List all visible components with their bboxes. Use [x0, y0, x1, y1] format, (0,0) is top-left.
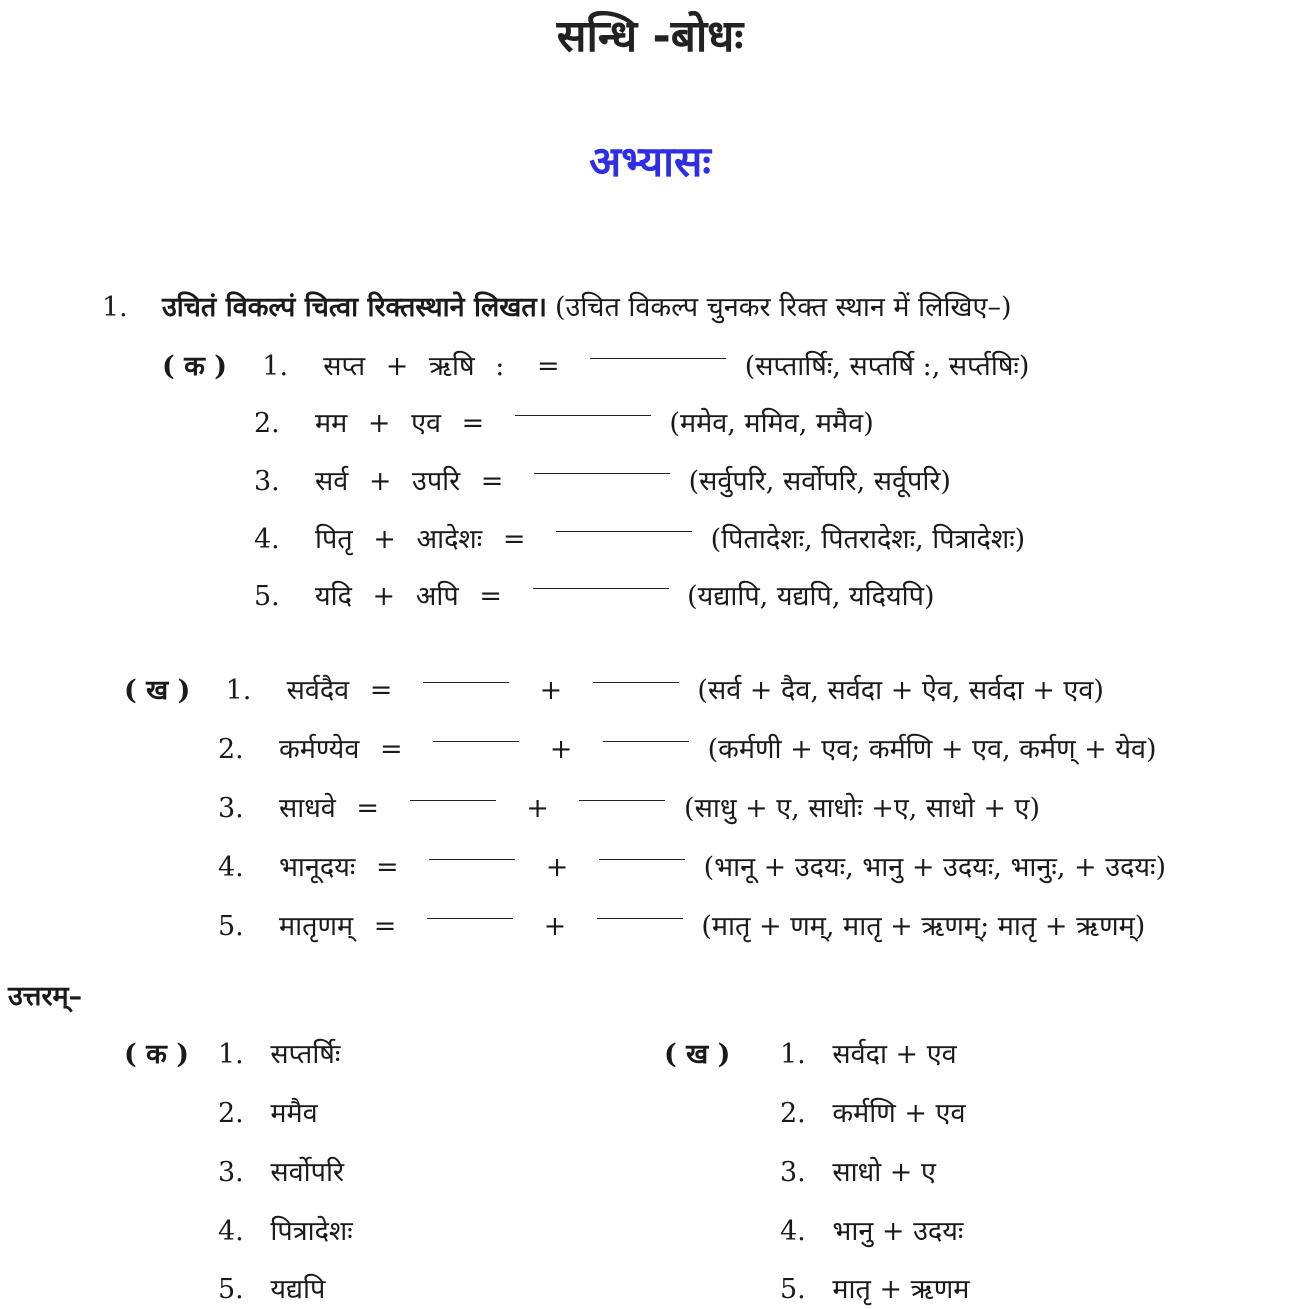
answer-number: 3. [780, 1157, 806, 1188]
word-b: ऋषि [429, 351, 475, 382]
section-kha-row-4 [218, 847, 1166, 884]
options: (साधु + ए, साधोः +ए, साधो + ए) [684, 793, 1041, 824]
answer-text: मातृ + ऋणम [832, 1274, 970, 1305]
item-number: 5. [218, 911, 244, 942]
compound-word: साधवे [278, 793, 336, 824]
options: (ममेव, ममिव, ममैव) [669, 408, 874, 439]
answer-blank-2[interactable] [593, 680, 679, 683]
answer-text: सर्वदा + एव [832, 1039, 957, 1070]
options: (पितादेशः, पितरादेशः, पित्रादेशः) [710, 524, 1026, 555]
word-b: उपरि [412, 466, 461, 497]
equals-sign: = [375, 852, 399, 883]
word-a: यदि [314, 581, 352, 612]
plus-sign: + [368, 466, 392, 497]
plus-sign: + [373, 524, 396, 555]
plus-sign: + [543, 911, 567, 942]
answer-kha-5 [780, 1269, 969, 1306]
answer-text: सर्वोपरि [270, 1157, 344, 1188]
answer-ka-3 [218, 1152, 344, 1189]
options: (सर्वुपरि, सर्वोपरि, सर्वूपरि) [688, 466, 951, 497]
section-ka-row-2 [254, 403, 874, 440]
options: (भानू + उदयः, भानु + उदयः, भानुः, + उदयः) [703, 852, 1167, 883]
answer-blank-1[interactable] [433, 739, 519, 742]
exercise-heading: अभ्यासः [589, 137, 711, 186]
equals-sign: = [479, 581, 502, 612]
answer-text: कर्मणि + एव [832, 1098, 966, 1129]
item-number: 2. [254, 408, 280, 439]
answers-ka-label: ( क ) [124, 1039, 190, 1070]
options: (मातृ + णम्, मातृ + ऋणम्; मातृ + ऋणम्) [701, 911, 1146, 942]
answer-kha-4 [780, 1211, 963, 1248]
plus-sign: + [539, 675, 563, 706]
question-line [102, 287, 1012, 324]
word-a: सप्त [323, 351, 366, 382]
question-hint: (उचित विकल्प चुनकर रिक्त स्थान में लिखिए–) [554, 292, 1012, 323]
plus-sign: + [372, 581, 396, 612]
answer-kha-1 [780, 1034, 957, 1071]
answer-blank-1[interactable] [423, 680, 509, 683]
section-kha-row-3 [218, 788, 1040, 825]
plus-sign: + [549, 734, 573, 765]
section-ka-row-3 [254, 461, 951, 498]
answer-ka-4 [218, 1211, 353, 1248]
page-title: सन्धि -बोधः [556, 11, 744, 62]
equals-sign: = [502, 524, 526, 555]
section-kha-row-5 [218, 906, 1145, 943]
answer-kha-3 [780, 1152, 936, 1189]
item-number: 1. [225, 675, 252, 706]
answer-number: 4. [218, 1216, 244, 1247]
answer-blank-2[interactable] [597, 916, 683, 919]
answer-ka-5 [218, 1269, 325, 1306]
answer-number: 2. [218, 1098, 244, 1129]
answer-blank[interactable] [533, 586, 669, 589]
answer-kha-2 [780, 1093, 966, 1130]
compound-word: मातृणम् [278, 911, 354, 942]
options: (कर्मणी + एव; कर्मणि + एव, कर्मण् + येव) [707, 734, 1157, 765]
item-number: 4. [254, 524, 280, 555]
item-number: 1. [262, 351, 289, 382]
answer-number: 1. [218, 1039, 244, 1070]
equals-sign: = [480, 466, 504, 497]
answer-blank-1[interactable] [410, 798, 496, 801]
answer-blank[interactable] [590, 356, 726, 359]
answers-heading: उत्तरम्– [8, 981, 83, 1012]
section-kha-label: ( ख ) [124, 675, 191, 706]
word-a: सर्व [314, 466, 349, 497]
equals-sign: = [356, 793, 380, 824]
answer-blank-2[interactable] [603, 739, 689, 742]
equals-sign: = [536, 351, 560, 382]
word-a: मम [314, 408, 348, 439]
answer-blank-2[interactable] [579, 798, 665, 801]
plus-sign: + [545, 852, 569, 883]
equals-sign: = [379, 734, 403, 765]
question-instruction: उचितं विकल्पं चित्वा रिक्तस्थाने लिखत। [162, 292, 547, 323]
section-ka-row-5 [254, 576, 935, 613]
answer-text: यद्यपि [270, 1274, 326, 1305]
options: (सर्व + दैव, सर्वदा + ऐव, सर्वदा + एव) [697, 675, 1104, 706]
section-ka-row-4 [254, 519, 1025, 556]
item-number: 3. [254, 466, 280, 497]
answer-number: 5. [218, 1274, 244, 1305]
answer-blank[interactable] [515, 413, 651, 416]
answer-ka-2 [218, 1093, 318, 1130]
answer-blank-1[interactable] [427, 916, 513, 919]
item-number: 3. [218, 793, 244, 824]
compound-word: भानूदयः [278, 852, 356, 883]
equals-sign: = [461, 408, 485, 439]
options: (सप्तार्षिः, सप्तर्षि :, सर्प्तषिः) [744, 351, 1030, 382]
word-a: पितृ [314, 524, 353, 555]
answer-number: 2. [780, 1098, 806, 1129]
answer-text: पित्रादेशः [270, 1216, 353, 1247]
section-ka-row-1 [162, 346, 1029, 383]
answer-text: भानु + उदयः [832, 1216, 964, 1247]
answer-blank[interactable] [534, 471, 670, 474]
answer-blank[interactable] [556, 529, 692, 532]
question-number: 1. [102, 292, 128, 323]
answer-number: 4. [780, 1216, 806, 1247]
word-b: अपि [415, 581, 459, 612]
plus-sign: + [526, 793, 549, 824]
compound-word: सर्वदैव [286, 675, 350, 706]
visarga-mark: : [495, 351, 505, 382]
answer-number: 5. [780, 1274, 806, 1305]
word-b: एव [411, 408, 442, 439]
answer-blank-2[interactable] [599, 857, 685, 860]
section-kha-row-1 [124, 670, 1104, 707]
section-kha-row-2 [218, 729, 1157, 766]
equals-sign: = [373, 911, 397, 942]
section-ka-label: ( क ) [162, 351, 228, 382]
answer-text: सप्तर्षिः [270, 1039, 341, 1070]
equals-sign: = [369, 675, 393, 706]
answer-text: साधो + ए [832, 1157, 936, 1188]
answer-number: 1. [780, 1039, 806, 1070]
answer-blank-1[interactable] [429, 857, 515, 860]
compound-word: कर्मण्येव [278, 734, 360, 765]
item-number: 5. [254, 581, 280, 612]
answer-ka-1 [218, 1034, 340, 1071]
item-number: 4. [218, 852, 244, 883]
plus-sign: + [367, 408, 391, 439]
plus-sign: + [385, 351, 409, 382]
answer-number: 3. [218, 1157, 244, 1188]
item-number: 2. [218, 734, 244, 765]
answers-kha-label: ( ख ) [664, 1039, 731, 1070]
answer-text: ममैव [270, 1098, 318, 1129]
options: (यद्यापि, यद्यपि, यदियपि) [687, 581, 935, 612]
word-b: आदेशः [416, 524, 483, 555]
